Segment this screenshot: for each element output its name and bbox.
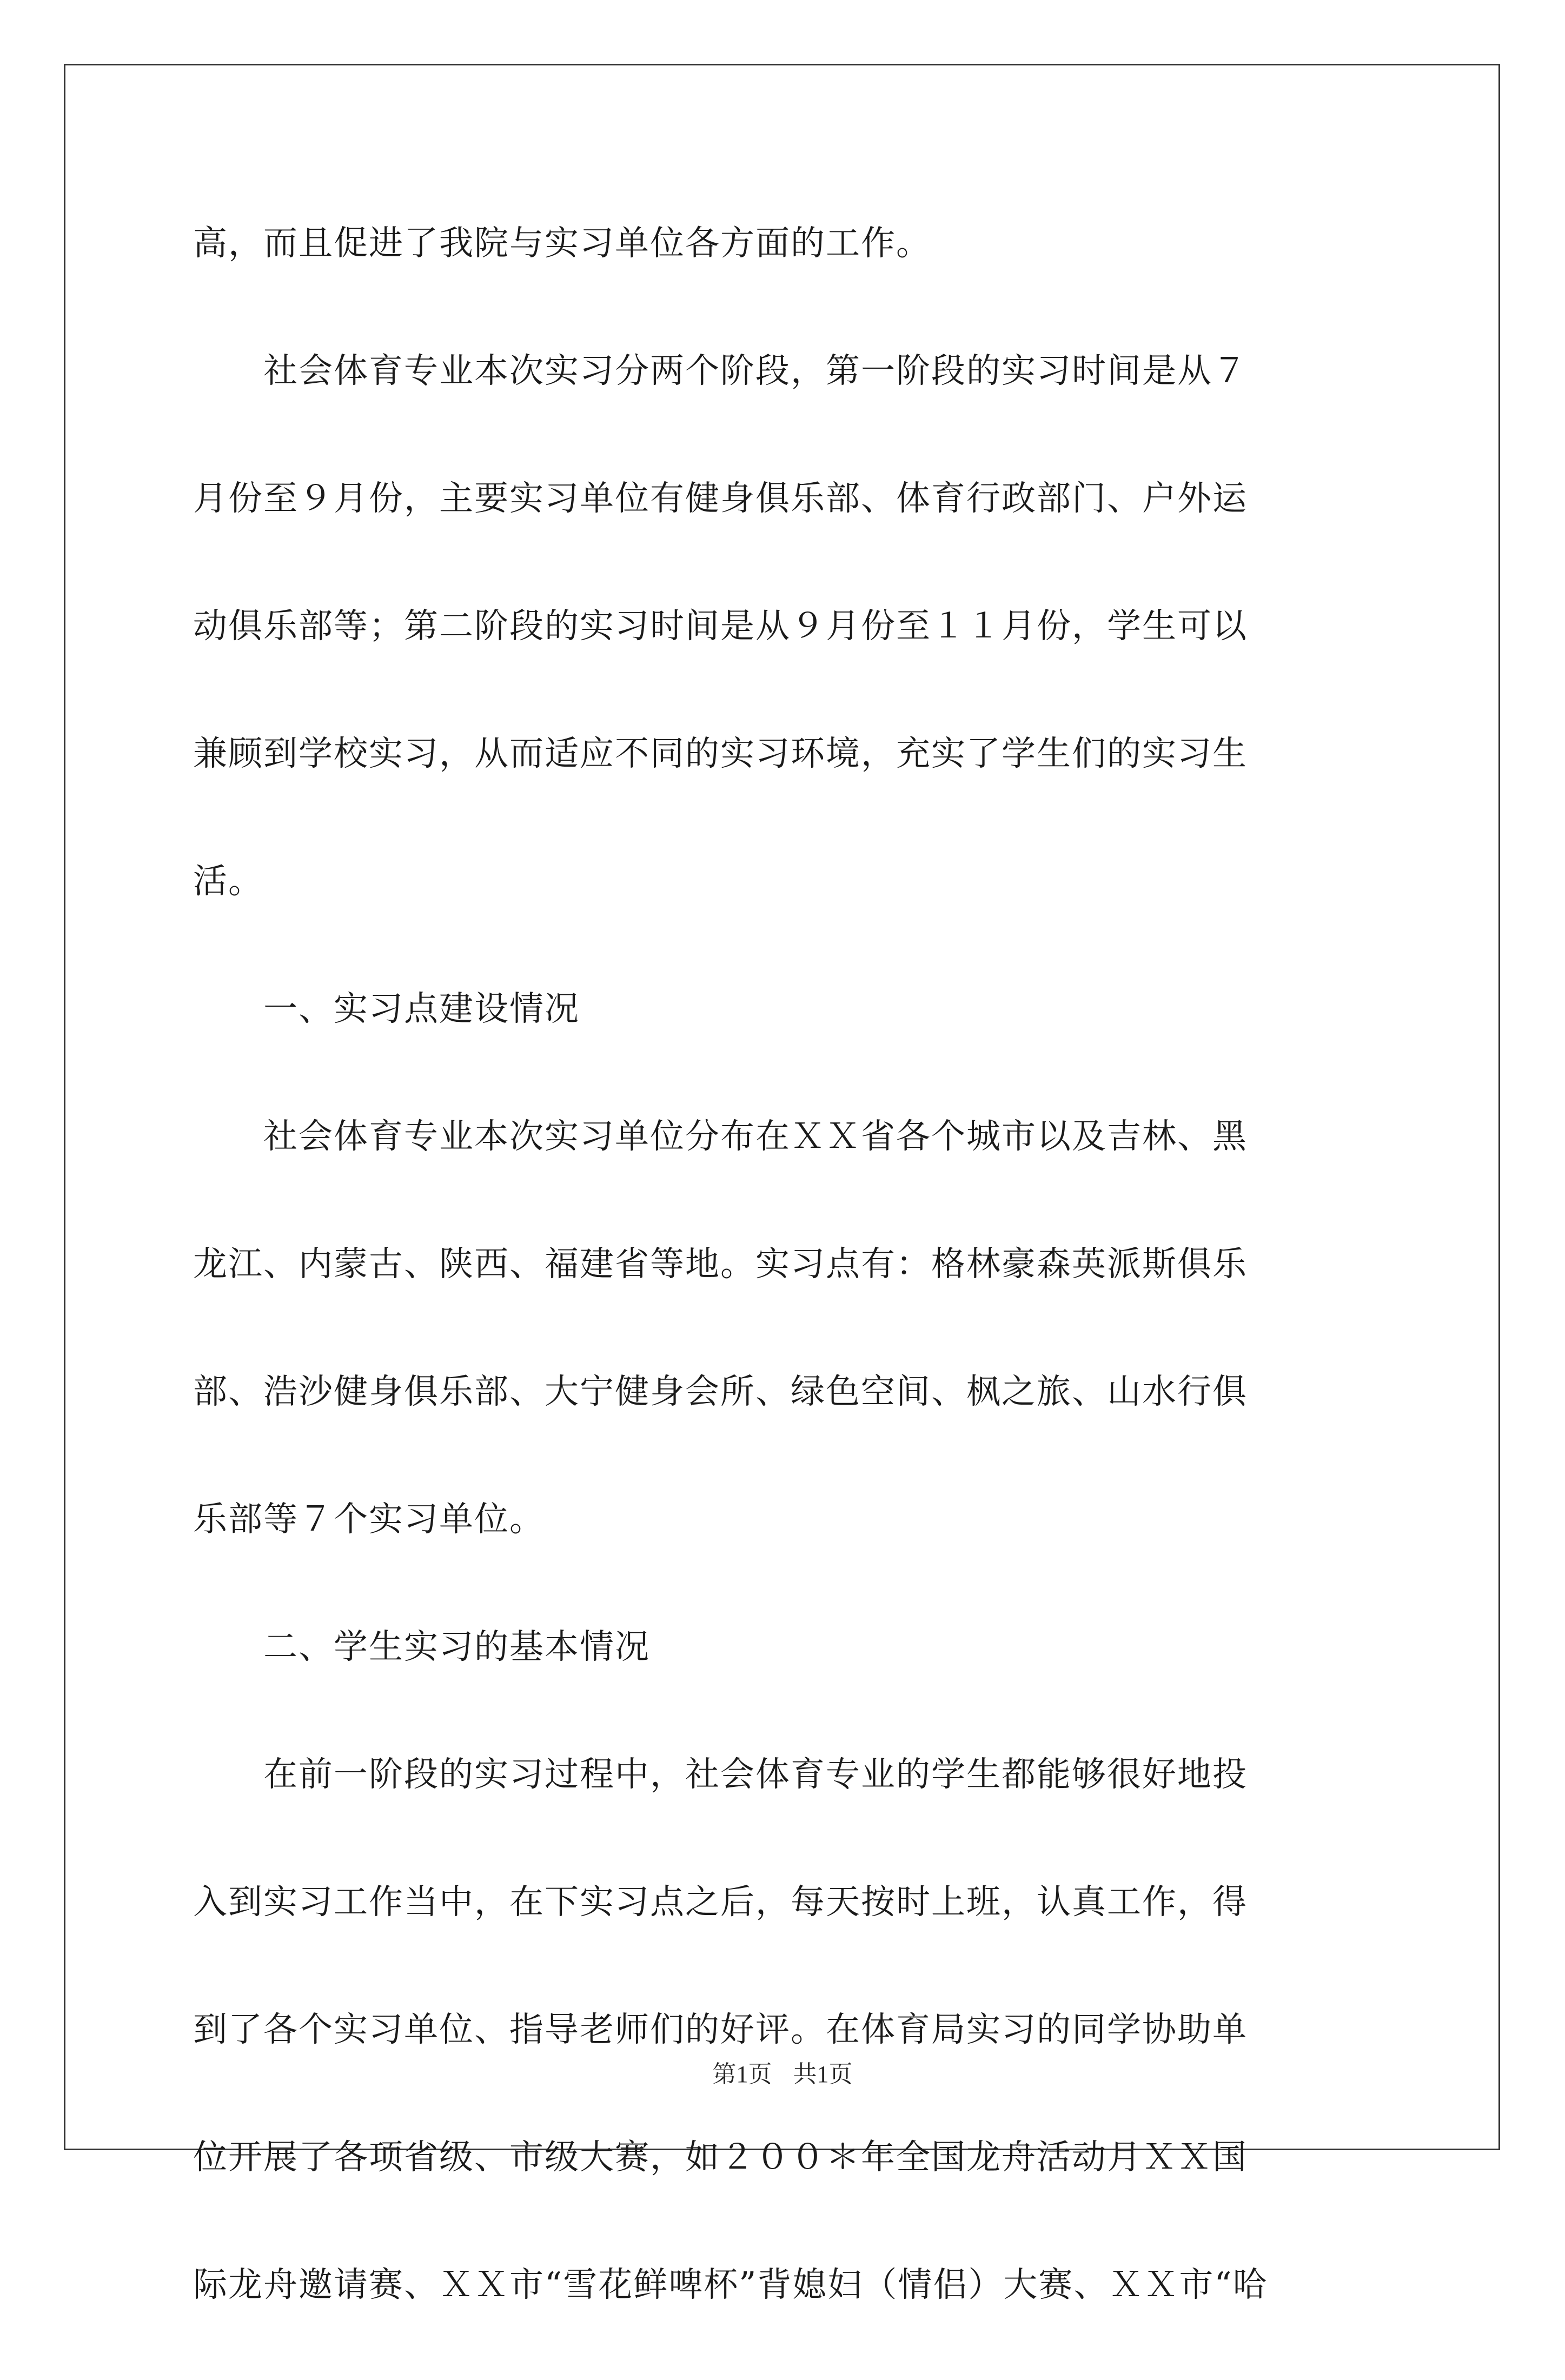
text-line: 高，而且促进了我院与实习单位各方面的工作。 [193,223,931,263]
page-number: 第1页 [712,2061,772,2088]
text-line: 社会体育专业本次实习分两个阶段，第一阶段的实习时间是从７ [193,351,1248,390]
text-line: 在前一阶段的实习过程中，社会体育专业的学生都能够很好地投 [193,1754,1248,1794]
text-line: 部、浩沙健身俱乐部、大宁健身会所、绿色空间、枫之旅、山水行俱 [193,1372,1248,1411]
text-line: 乐部等７个实习单位。 [193,1499,545,1539]
text-line: 入到实习工作当中，在下实习点之后，每天按时上班，认真工作，得 [193,1882,1248,1922]
text-line: 动俱乐部等；第二阶段的实习时间是从９月份至１１月份，学生可以 [193,606,1248,646]
text-line: 月份至９月份，主要实习单位有健身俱乐部、体育行政部门、户外运 [193,478,1248,518]
section-heading: 一、实习点建设情况 [193,989,580,1028]
text-line: 到了各个实习单位、指导老师们的好评。在体育局实习的同学协助单 [193,2010,1248,2049]
text-line: 龙江、内蒙古、陕西、福建省等地。实习点有：格林豪森英派斯俱乐 [193,1244,1248,1284]
text-line: 活。 [193,861,263,901]
page-footer [0,2055,1565,2089]
text-line: 位开展了各项省级、市级大赛，如２００＊年全国龙舟活动月ＸＸ国 [193,2137,1248,2177]
page-total: 共1页 [793,2061,853,2088]
section-heading: 二、学生实习的基本情况 [193,1627,650,1666]
text-line: 际龙舟邀请赛、ＸＸ市“雪花鲜啤杯”背媳妇（情侣）大赛、ＸＸ市“哈 [193,2265,1268,2304]
text-line: 兼顾到学校实习，从而适应不同的实习环境，充实了学生们的实习生 [193,734,1248,773]
text-line: 社会体育专业本次实习单位分布在ＸＸ省各个城市以及吉林、黑 [193,1116,1248,1156]
